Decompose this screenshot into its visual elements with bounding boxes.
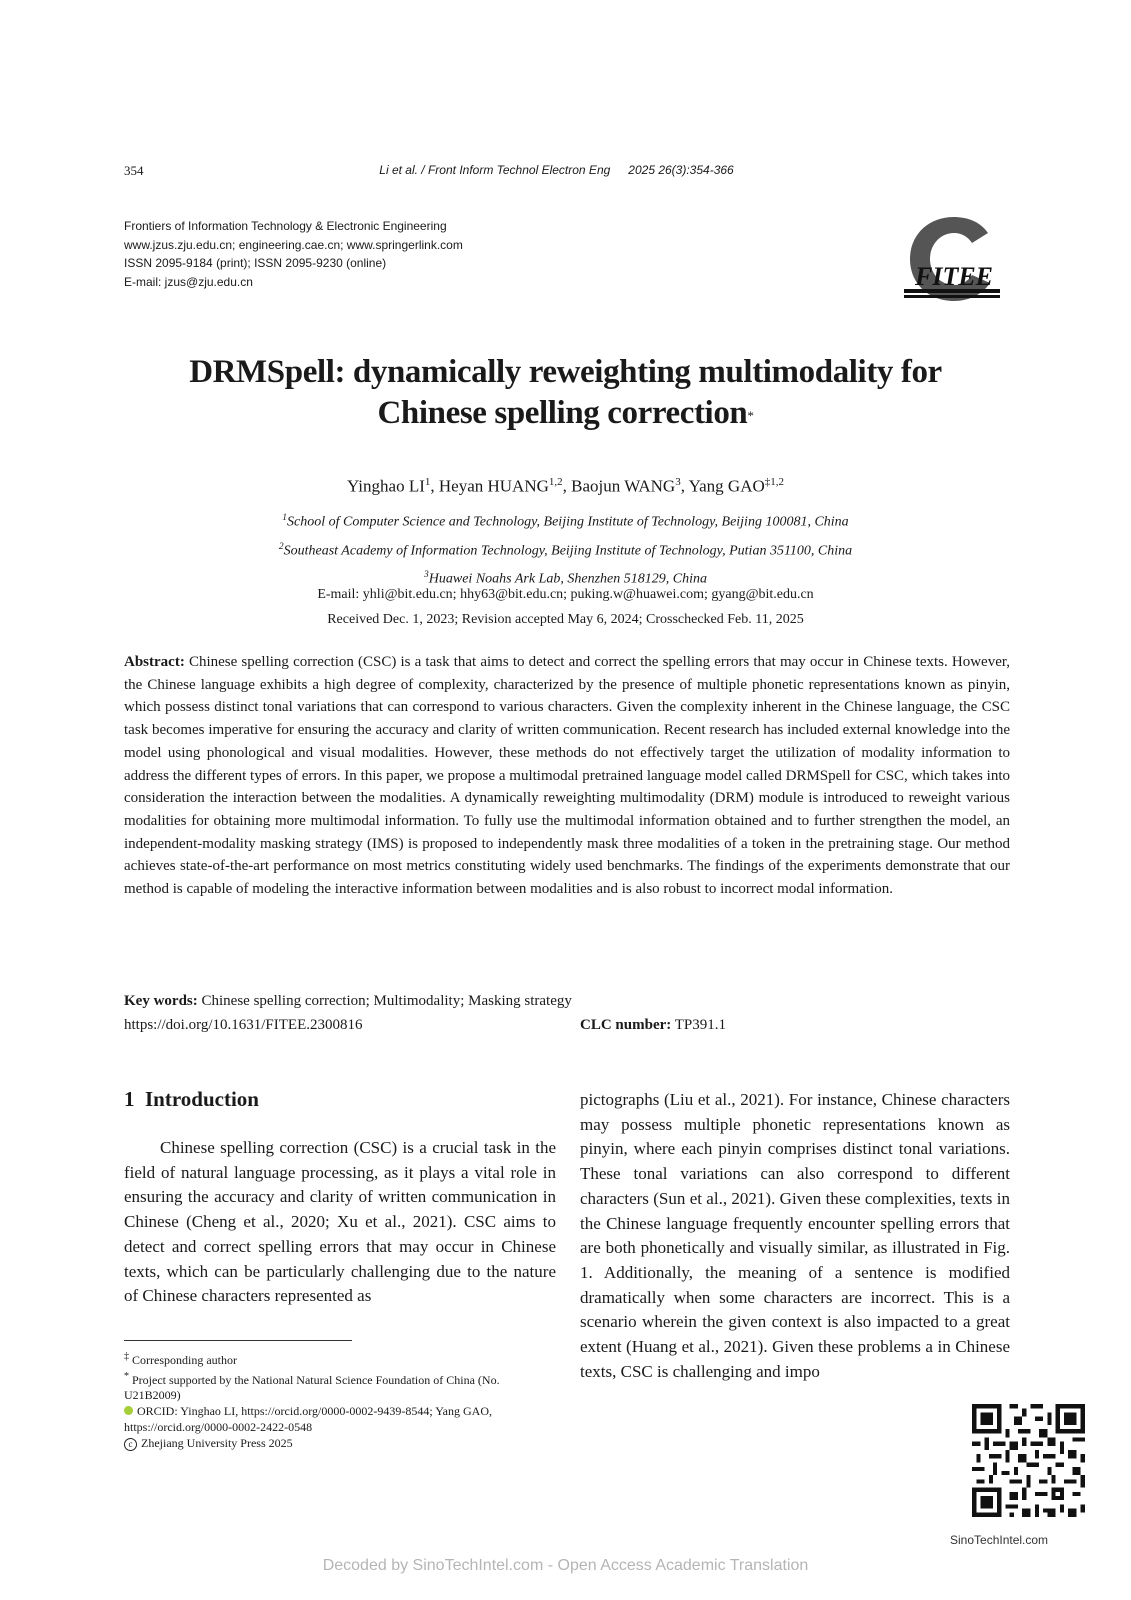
author-sup: 1: [424, 476, 431, 488]
journal-issn: ISSN 2095-9184 (print); ISSN 2095-9230 (online): [124, 256, 387, 270]
keywords-label: Key words:: [124, 993, 198, 1009]
journal-websites: www.jzus.zju.edu.cn; engineering.cae.cn; www.springerlink.com: [124, 237, 463, 252]
logo-text: FITEE: [914, 262, 994, 291]
abstract-label: Abstract:: [124, 654, 185, 670]
author-name: Yinghao LI: [346, 476, 425, 496]
qr-caption: SinoTechIntel.com: [950, 1533, 1049, 1547]
author-list: Yinghao $LI^1$, Heyan HUANG$^{1,2}$, Baojun WANG$^3$, Yang GAO$^{\ddagger 1,2}$: [346, 476, 785, 496]
clc-number: [580, 1017, 726, 1034]
author-name: Heyan HUANG: [438, 476, 549, 496]
footnotes: [124, 1349, 556, 1451]
author-sup: ‡1,2: [764, 476, 785, 488]
affiliation: $^1$School of Computer Science and Technology, Beijing Institute of Technology, Beijing 100081, China: [282, 513, 849, 530]
affiliations: [0, 506, 1131, 592]
author-emails: E-mail: yhli@bit.edu.cn; hhy63@bit.edu.cn; puking.w@huawei.com; gyang@bit.edu.cn: [317, 587, 814, 602]
running-head-volume: 2025 26(3):354-366: [628, 163, 734, 177]
title-line-2: [0, 393, 1131, 434]
section-title: Introduction: [145, 1087, 259, 1111]
doi-link[interactable]: https://doi.org/10.1631/FITEE.2300816: [124, 1017, 363, 1033]
running-head-citation: Li et al. / Front Inform Technol Electron Eng: [379, 163, 611, 177]
copyright-icon: c: [124, 1438, 137, 1451]
body-column-right: pictographs (Liu et al., 2021). For instance, Chinese characters may possess multiple phonetic representations known as pinyin, where each pinyin comprises distinct tonal variations. These tonal variations can also correspond to different characters (Sun et al., 2021). Given these complexities, texts in the Chinese language frequently encounter spelling errors that are both phonetically and visually similar, as illustrated in Fig. 1. Additionally, the meaning of a sentence is modified dramatically when some characters are incorrect. This is a scenario wherein the given context is also impacted to a great extent (Huang et al., 2021). Given these problems a in Chinese texts, CSC is challenging and impo: [580, 1090, 1010, 1381]
author-sup: 1,2: [548, 476, 563, 488]
running-head: [0, 163, 1131, 177]
author-name: Yang GAO: [688, 476, 765, 496]
clc-label: CLC number:: [580, 1017, 672, 1033]
section-heading: [124, 1087, 259, 1112]
footnote-project: * Project supported by the National Natural Science Foundation of China (No. U21B2009): [124, 1370, 500, 1403]
watermark-banner: Decoded by SinoTechIntel.com - Open Access Academic Translation: [322, 1557, 809, 1574]
journal-name: Frontiers of Information Technology & Electronic Engineering: [124, 219, 447, 233]
title-line-2-text: Chinese spelling correction: [377, 395, 748, 431]
orcid-icon: [124, 1406, 133, 1415]
footnote-rule: [124, 1340, 352, 1341]
footnote-copyright: c Zhejiang University Press 2025: [124, 1436, 556, 1452]
title-line-1: DRMSpell: dynamically reweighting multimodality for: [189, 354, 942, 390]
author-sup: 3: [675, 476, 681, 488]
journal-info: [124, 217, 463, 291]
title-footnote-mark: *: [747, 408, 754, 423]
received-dates: Received Dec. 1, 2023; Revision accepted May 6, 2024; Crosschecked Feb. 11, 2025: [327, 612, 804, 627]
article-meta: [0, 582, 1131, 632]
footnote-corresponding: ‡ Corresponding author: [124, 1351, 237, 1367]
qr-code[interactable]: [968, 1400, 1089, 1521]
paper-title: [0, 352, 1131, 434]
author-name: Baojun WANG: [571, 476, 676, 496]
keywords: [124, 993, 572, 1010]
affiliation: $^3$Huawei Noahs Ark Lab, Shenzhen 518129, China: [424, 570, 707, 587]
page-number: 354: [124, 163, 144, 178]
fitee-logo: [904, 215, 1000, 305]
clc-value: TP391.1: [674, 1017, 727, 1033]
section-number: 1: [124, 1087, 135, 1111]
affiliation: $^2$Southeast Academy of Information Technology, Beijing Institute of Technology, Putian 351100, China: [278, 541, 853, 559]
footnote-orcid: ORCID: Yinghao LI, https://orcid.org/0000-0002-9439-8544; Yang GAO, https://orcid.org/0000-0002-2422-0548: [124, 1404, 492, 1434]
abstract: [124, 651, 1010, 901]
journal-email: E-mail: jzus@zju.edu.cn: [124, 274, 253, 289]
abstract-text: Chinese spelling correction (CSC) is a task that aims to detect and correct the spelling errors that may occur in Chinese texts. However, the Chinese language exhibits a high degree of complexity, characterized by the presence of multiple phonetic representations known as pinyin, which possess distinct tonal variations that can correspond to various characters. Given the complexity inherent in the Chinese language, the CSC task becomes imperative for ensuring the accuracy and clarity of written communication. Recent research has included external knowledge into the model using phonological and visual modalities. However, these methods do not effectively target the utilization of modality information to address the different types of errors. In this paper, we propose a multimodal pretrained language model called DRMSpell for CSC, which takes into consideration the interaction between the modalities. A dynamically reweighting multimodality (DRM) module is introduced to reweight various modalities for obtaining more multimodal information. To fully use the multimodal information obtained and to further strengthen the model, an independent-modality masking strategy (IMS) is proposed to independently mask three modalities of a token in the pretraining stage. Our method achieves state-of-the-art performance on most metrics constituting widely used benchmarks. The findings of the experiments demonstrate that our method is capable of modeling the interactive information between modalities and is also robust to incorrect modal information.: [124, 654, 1010, 898]
keywords-text: Chinese spelling correction; Multimodality; Masking strategy: [201, 993, 572, 1009]
body-column-left: Chinese spelling correction (CSC) is a crucial task in the field of natural language processing, as it plays a vital role in ensuring the accuracy and clarity of written communication in Chinese (Cheng et al., 2020; Xu et al., 2021). CSC aims to detect and correct spelling errors that may occur in Chinese texts, which can be particularly challenging due to the nature of Chinese characters represented as: [124, 1138, 556, 1306]
